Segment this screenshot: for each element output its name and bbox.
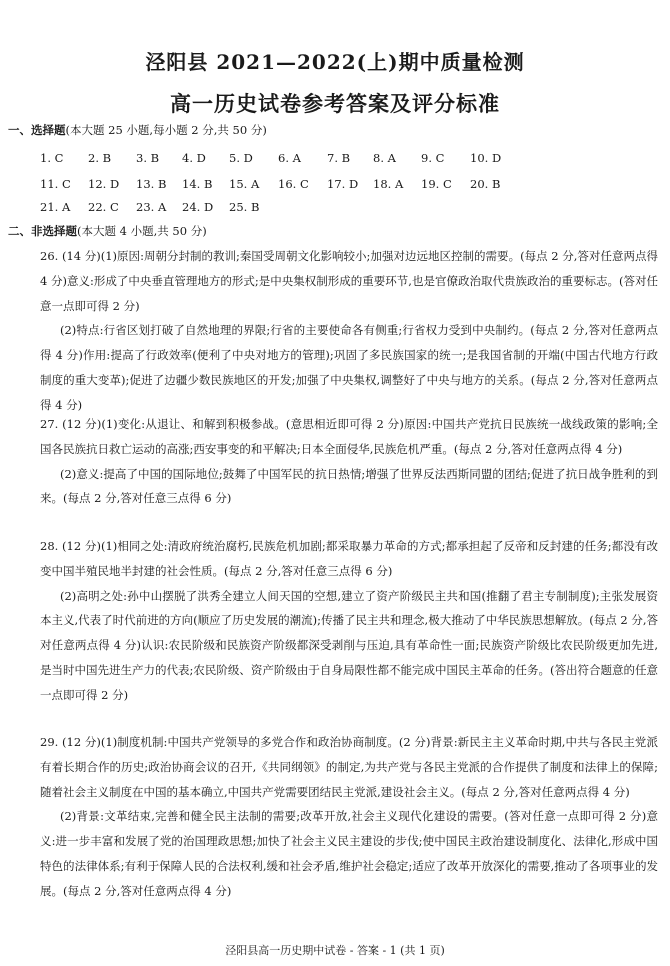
question-29-part-1: 29. (12 分)(1)制度机制:中国共产党领导的多党合作和政治协商制度。(2 分)背景:新民主主义革命时期,中共与各民主党派有着长期合作的历史;政治协商会议的召开,《共同纲领》的制定,为共产党与各民主党派的合作提供了制度和法律上的保障;随着社会主义制度在中国的基本确立,中国共产党需要团结民主党派,建设社会主义。(每点 2 分,答对任意两点得 4 分) <box>40 735 658 799</box>
answer-item: 1. C <box>40 151 64 165</box>
section-essay-heading <box>8 223 207 239</box>
question-27 <box>40 412 658 511</box>
answer-item: 14. B <box>182 177 213 191</box>
question-28-part-2: (2)高明之处:孙中山摆脱了洪秀全建立人间天国的空想,建立了资产阶级民主共和国(推翻了君主专制制度);主张发展资本主义,代表了时代前进的方向(顺应了历史发展的潮流);传播了民主共和理念,极大推动了中华民族思想解放。(每点 2 分,答对任意两点得 4 分)认识:农民阶级和民族资产阶级都深受剥削与压迫,具有革命性一面;民族资产阶级比农民阶级更加先进,是当时中国先进生产力的代表;农民阶级、资产阶级由于自身局限性都不能完成中国民主革命的任务。(答出符合题意的任意一点即可得 2 分) <box>40 588 658 702</box>
answer-item: 22. C <box>88 200 119 214</box>
question-27-part-2: (2)意义:提高了中国的国际地位;鼓舞了中国军民的抗日热情;增强了世界反法西斯同盟的团结;促进了抗日战争胜利的到来。(每点 2 分,答对任意三点得 6 分) <box>40 466 658 506</box>
answer-item: 3. B <box>136 151 160 165</box>
question-27-part-1: 27. (12 分)(1)变化:从退让、和解到积极参战。(意思相近即可得 2 分)原因:中国共产党抗日民族统一战线政策的影响;全国各民族抗日救亡运动的高涨;西安事变的和平解决;日本全面侵华,民族危机严重。(每点 2 分,答对任意两点得 4 分) <box>40 417 658 456</box>
answer-item: 23. A <box>136 200 167 214</box>
section-choice-heading <box>8 122 267 138</box>
answer-item: 10. D <box>470 151 502 165</box>
answer-item: 20. B <box>470 177 501 191</box>
answer-item: 24. D <box>182 200 214 214</box>
question-29-part-2: (2)背景:文革结束,完善和健全民主法制的需要;改革开放,社会主义现代化建设的需要。(答对任意一点即可得 2 分)意义:进一步丰富和发展了党的治国理政思想;加快了社会主义民主建设的步伐;使中国民主政治建设制度化、法律化,形成中国特色的法律体系;有利于保障人民的合法权利,缓和社会矛盾,维护社会稳定;适应了改革开放深化的需要,推动了各项事业的发展。(每点 2 分,答对任意两点得 4 分) <box>40 809 658 898</box>
answer-item: 7. B <box>327 151 351 165</box>
answer-item: 8. A <box>373 151 396 165</box>
section-essay-note: (本大题 4 小题,共 50 分) <box>77 224 207 238</box>
answer-item: 5. D <box>229 151 253 165</box>
question-28 <box>40 534 658 708</box>
question-26 <box>40 244 658 418</box>
answer-item: 15. A <box>229 177 260 191</box>
page-subtitle: 高一历史试卷参考答案及评分标准 <box>170 91 500 116</box>
answer-item: 2. B <box>88 151 112 165</box>
question-26-part-1: 26. (14 分)(1)原因:周朝分封制的教训;秦国受周朝文化影响较小;加强对边远地区控制的需要。(每点 2 分,答对任意两点得 4 分)意义:形成了中央垂直管理地方的形式;是中央集权制形成的重要环节,也是官僚政治取代贵族政治的重要标志。(答对任意一点即可得 2 分) <box>40 249 658 313</box>
page-footer: 泾阳县高一历史期中试卷 - 答案 - 1 (共 1 页) <box>225 944 445 957</box>
question-28-part-1: 28. (12 分)(1)相同之处:清政府统治腐朽,民族危机加剧;都采取暴力革命的方式;都承担起了反帝和反封建的任务;都没有改变中国半殖民地半封建的社会性质。(每点 2 分,答对任意三点得 6 分) <box>40 539 658 578</box>
answer-item: 17. D <box>327 177 359 191</box>
section-choice-note: (本大题 25 小题,每小题 2 分,共 50 分) <box>65 123 267 137</box>
answer-item: 18. A <box>373 177 404 191</box>
answer-item: 19. C <box>421 177 452 191</box>
page-title: 泾阳县 2021—2022(上)期中质量检测 <box>145 50 525 74</box>
answer-item: 12. D <box>88 177 120 191</box>
answer-item: 21. A <box>40 200 71 214</box>
answer-item: 9. C <box>421 151 445 165</box>
section-essay-title: 二、非选择题 <box>8 224 77 238</box>
answer-item: 11. C <box>40 177 71 191</box>
answer-item: 4. D <box>182 151 206 165</box>
answer-item: 13. B <box>136 177 167 191</box>
answer-item: 16. C <box>278 177 309 191</box>
question-29 <box>40 730 658 904</box>
section-choice-title: 一、选择题 <box>8 123 66 137</box>
answer-item: 25. B <box>229 200 260 214</box>
question-26-part-2: (2)特点:行省区划打破了自然地理的界限;行省的主要使命各有侧重;行省权力受到中央制约。(每点 2 分,答对任意两点得 4 分)作用:提高了行政效率(便利了中央对地方的管理);巩固了多民族国家的统一;是我国省制的开端(中国古代地方行政制度的重大变革);促进了边疆少数民族地区的开发;加强了中央集权,调整好了中央与地方的关系。(每点 2 分,答对任意两点得 4 分) <box>40 323 658 412</box>
answer-item: 6. A <box>278 151 301 165</box>
